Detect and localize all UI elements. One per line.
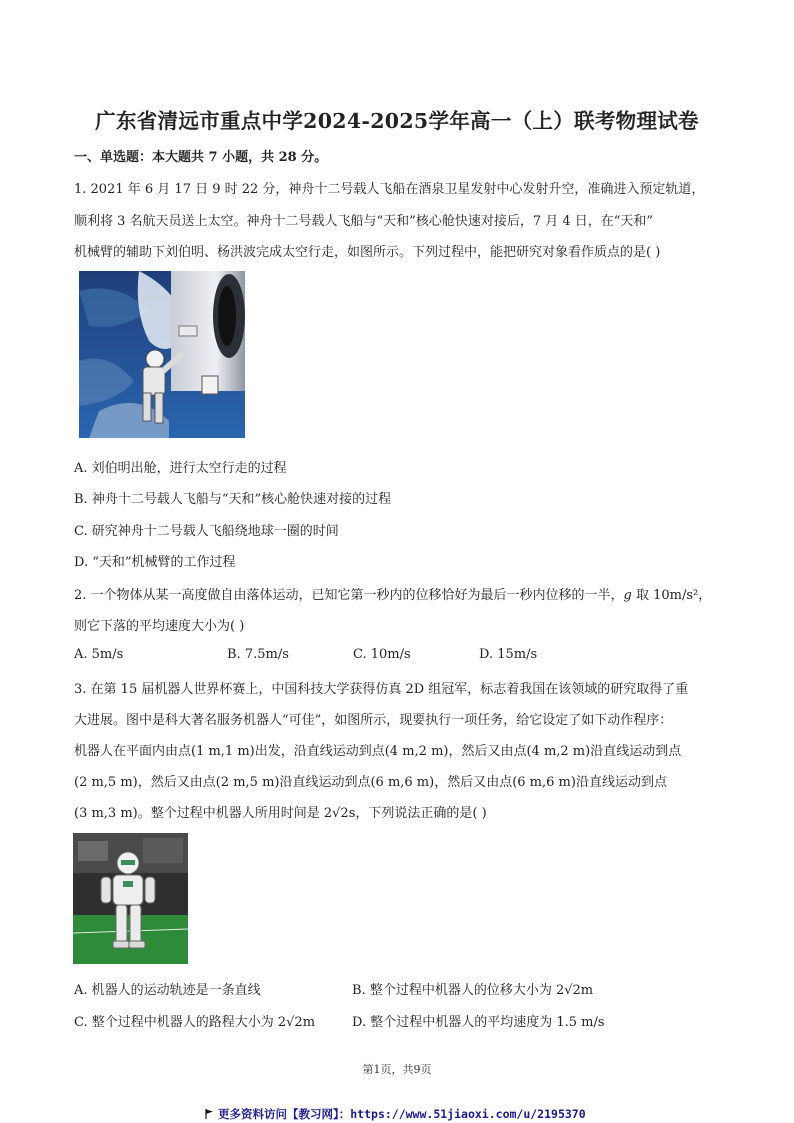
q2-option-b: B. 7.5m/s (227, 647, 289, 662)
flag-icon (205, 1109, 214, 1119)
page-title: 广东省清远市重点中学2024-2025学年高一（上）联考物理试卷 (95, 109, 699, 133)
q2-stem-text: 2. 一个物体从某一高度做自由落体运动，已知它第一秒内的位移恰好为最后一秒内位移的一半， (74, 588, 624, 603)
spacewalk-photo (79, 271, 245, 438)
q2-stem-line-1 (74, 584, 711, 603)
q3-stem-line-3: 机器人在平面内由点(1 m,1 m)出发，沿直线运动到点(4 m,2 m)，然后又由点(4 m,2 m)沿直线运动到点 (74, 744, 682, 759)
q1-stem-line-1: 1. 2021 年 6 月 17 日 9 时 22 分，神舟十二号载人飞船在酒泉卫星发射中心发射升空，准确进入预定轨道， (74, 182, 705, 197)
q1-option-c: C. 研究神舟十二号载人飞船绕地球一圈的时间 (74, 524, 339, 539)
q1-option-a: A. 刘伯明出舱，进行太空行走的过程 (74, 461, 287, 476)
q1-stem-line-2: 顺利将 3 名航天员送上太空。神舟十二号载人飞船与“天和”核心舱快速对接后，7 月 4 日，在“天和” (74, 214, 654, 229)
q1-option-b: B. 神舟十二号载人飞船与“天和”核心舱快速对接的过程 (74, 492, 392, 507)
robot-photo (73, 833, 188, 964)
q2-stem-line-2: 则它下落的平均速度大小为( ) (74, 619, 245, 634)
q3-option-c: C. 整个过程中机器人的路程大小为 2√2m (74, 1015, 316, 1030)
q3-stem-line-4: (2 m,5 m)，然后又由点(2 m,5 m)沿直线运动到点(6 m,6 m)，然后又由点(6 m,6 m)沿直线运动到点 (74, 775, 667, 790)
q3-stem-line-1: 3. 在第 15 届机器人世界杯赛上，中国科技大学获得仿真 2D 组冠军，标志着我国在该领域的研究取得了重 (74, 682, 689, 697)
resource-link[interactable] (205, 1106, 586, 1122)
section-heading: 一、单选题：本大题共 7 小题，共 28 分。 (74, 150, 328, 165)
q3-stem-line-5: (3 m,3 m)。整个过程中机器人所用时间是 2√2s，下列说法正确的是( ) (74, 806, 487, 821)
resource-link-text[interactable]: 更多资料访问【教习网】：https://www.51jiaoxi.com/u/2195370 (218, 1107, 586, 1121)
q2-option-d: D. 15m/s (479, 647, 538, 662)
q3-stem-line-2: 大进展。图中是科大著名服务机器人“可佳”，如图所示，现要执行一项任务，给它设定了如下动作程序： (74, 713, 673, 728)
q1-option-d: D. “天和”机械臂的工作过程 (74, 555, 236, 570)
q1-stem-line-3: 机械臂的辅助下刘伯明、杨洪波完成太空行走，如图所示。下列过程中，能把研究对象看作质点的是( ) (74, 245, 661, 260)
q2-option-a: A. 5m/s (74, 647, 124, 662)
q3-option-a: A. 机器人的运动轨迹是一条直线 (74, 983, 261, 998)
q3-option-d: D. 整个过程中机器人的平均速度为 1.5 m/s (352, 1015, 605, 1030)
q3-option-b: B. 整个过程中机器人的位移大小为 2√2m (352, 983, 594, 998)
q2-option-c: C. 10m/s (353, 647, 411, 662)
page-number: 第1页，共9页 (362, 1063, 432, 1076)
q2-gravity-symbol: g (623, 588, 632, 603)
q2-gravity-value: 取 10m/s²， (631, 588, 712, 603)
